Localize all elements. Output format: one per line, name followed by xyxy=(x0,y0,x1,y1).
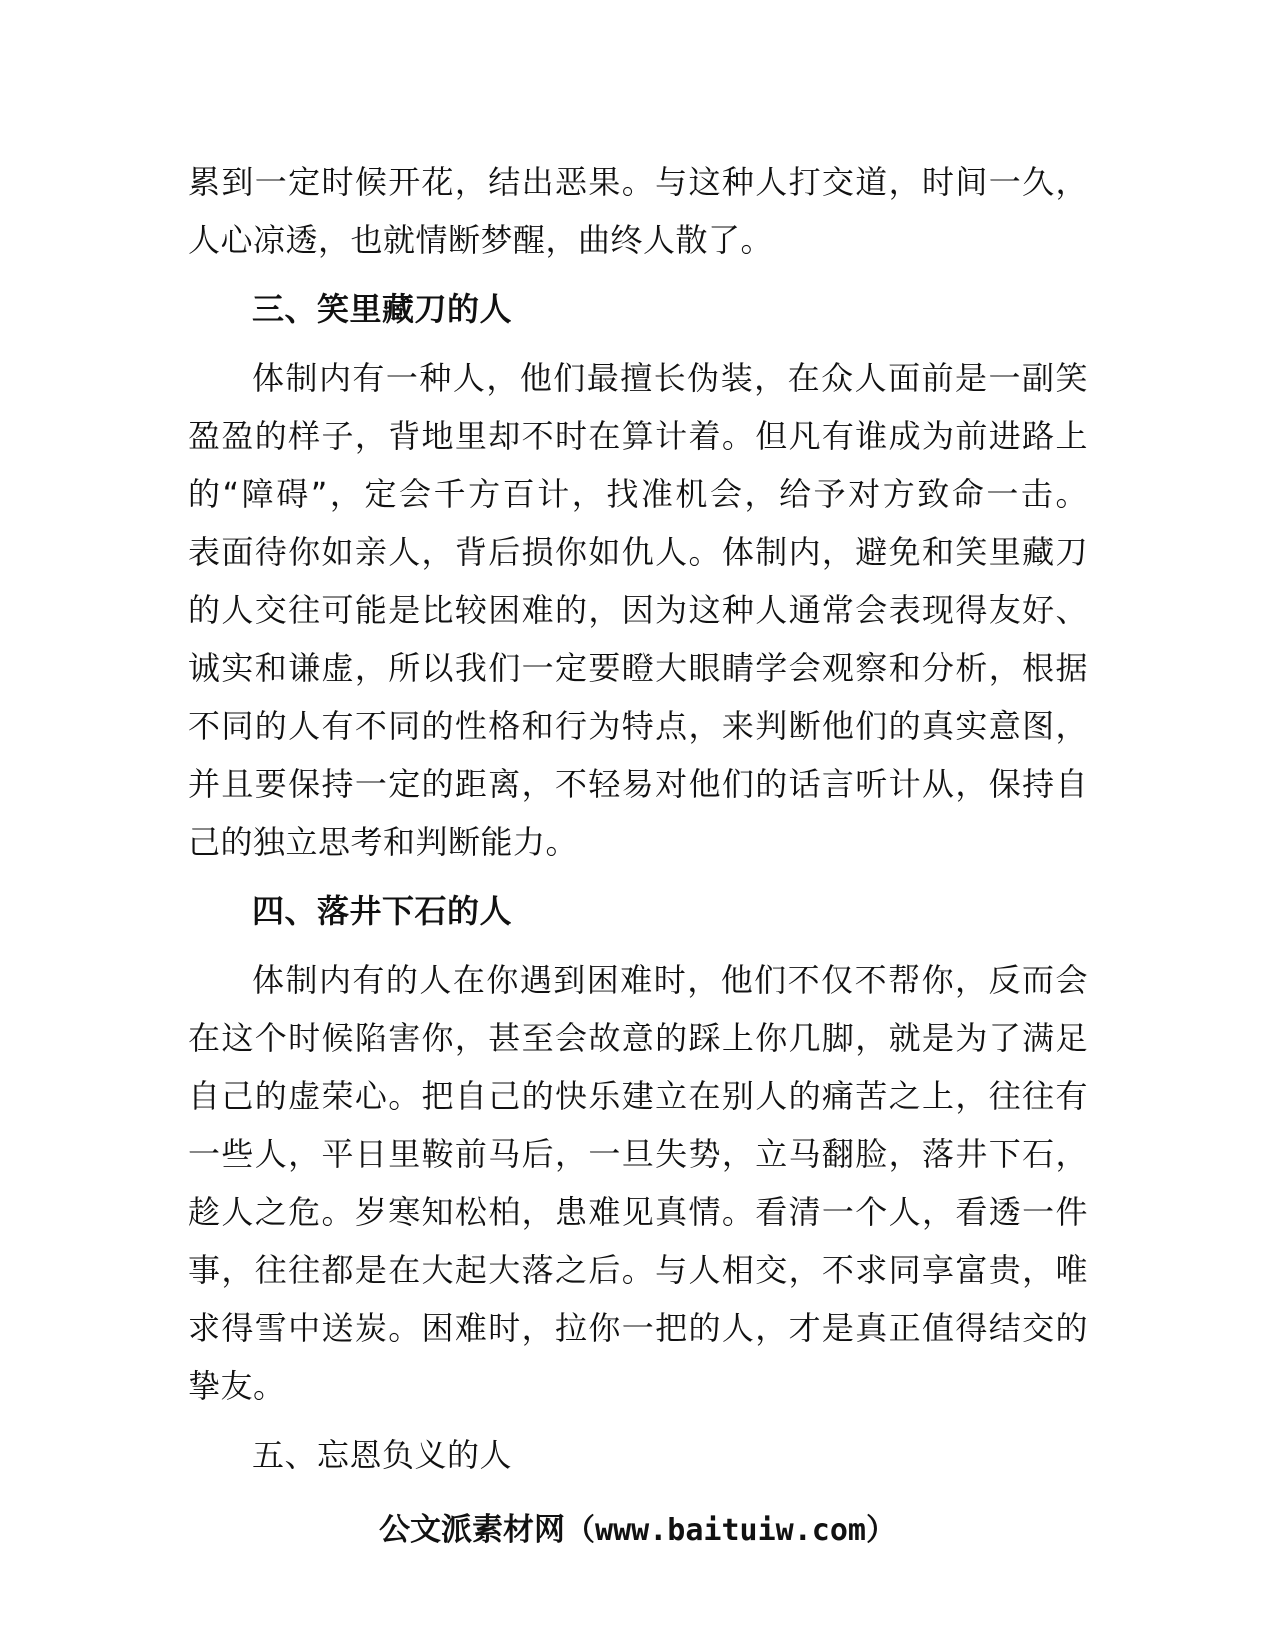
intro-paragraph xyxy=(188,153,1088,269)
footer-site-name: 公文派素材网 xyxy=(379,1512,566,1548)
footer-url: （www.baituiw.com） xyxy=(565,1513,896,1548)
section-3-paragraph xyxy=(188,349,1088,871)
paragraph-line: 的“障碍”，定会千方百计，找准机会，给予对方致命一击。 xyxy=(188,475,1088,513)
paragraph-line: 的人交往可能是比较困难的，因为这种人通常会表现得友好、 xyxy=(188,591,1088,629)
intro-line: 累到一定时候开花，结出恶果。与这种人打交道，时间一久， xyxy=(188,163,1088,201)
paragraph-line: 在这个时候陷害你，甚至会故意的踩上你几脚，就是为了满足 xyxy=(188,1019,1088,1057)
paragraph-line: 盈盈的样子，背地里却不时在算计着。但凡有谁成为前进路上 xyxy=(188,417,1088,455)
paragraph-line: 表面待你如亲人，背后损你如仇人。体制内，避免和笑里藏刀 xyxy=(188,533,1088,571)
document-body xyxy=(188,153,1088,1495)
paragraph-line: 一些人，平日里鞍前马后，一旦失势，立马翻脸，落井下石， xyxy=(188,1135,1088,1173)
section-heading-5 xyxy=(188,1426,1088,1484)
section-heading-4 xyxy=(188,882,1088,940)
paragraph-line: 诚实和谦虚，所以我们一定要瞪大眼睛学会观察和分析，根据 xyxy=(188,649,1088,687)
paragraph-line: 自己的虚荣心。把自己的快乐建立在别人的痛苦之上，往往有 xyxy=(188,1077,1088,1115)
paragraph-line: 并且要保持一定的距离，不轻易对他们的话言听计从，保持自 xyxy=(188,765,1088,803)
section-heading-3 xyxy=(188,280,1088,338)
page-footer xyxy=(0,1508,1275,1553)
paragraph-line: 体制内有一种人，他们最擅长伪装，在众人面前是一副笑 xyxy=(252,359,1088,397)
paragraph-line: 事，往往都是在大起大落之后。与人相交，不求同享富贵，唯 xyxy=(188,1251,1088,1289)
section-heading-text: 五、忘恩负义的人 xyxy=(252,1436,513,1474)
paragraph-line: 求得雪中送炭。困难时，拉你一把的人，才是真正值得结交的 xyxy=(188,1309,1088,1347)
paragraph-line: 挚友。 xyxy=(188,1367,286,1405)
intro-line: 人心凉透，也就情断梦醒，曲终人散了。 xyxy=(188,221,774,259)
section-heading-text: 四、落井下石的人 xyxy=(252,892,513,930)
paragraph-line: 不同的人有不同的性格和行为特点，来判断他们的真实意图， xyxy=(188,707,1088,745)
paragraph-line: 体制内有的人在你遇到困难时，他们不仅不帮你，反而会 xyxy=(252,961,1088,999)
paragraph-line: 趁人之危。岁寒知松柏，患难见真情。看清一个人，看透一件 xyxy=(188,1193,1088,1231)
paragraph-line: 己的独立思考和判断能力。 xyxy=(188,823,579,861)
section-heading-text: 三、笑里藏刀的人 xyxy=(252,290,513,328)
section-4-paragraph xyxy=(188,951,1088,1415)
